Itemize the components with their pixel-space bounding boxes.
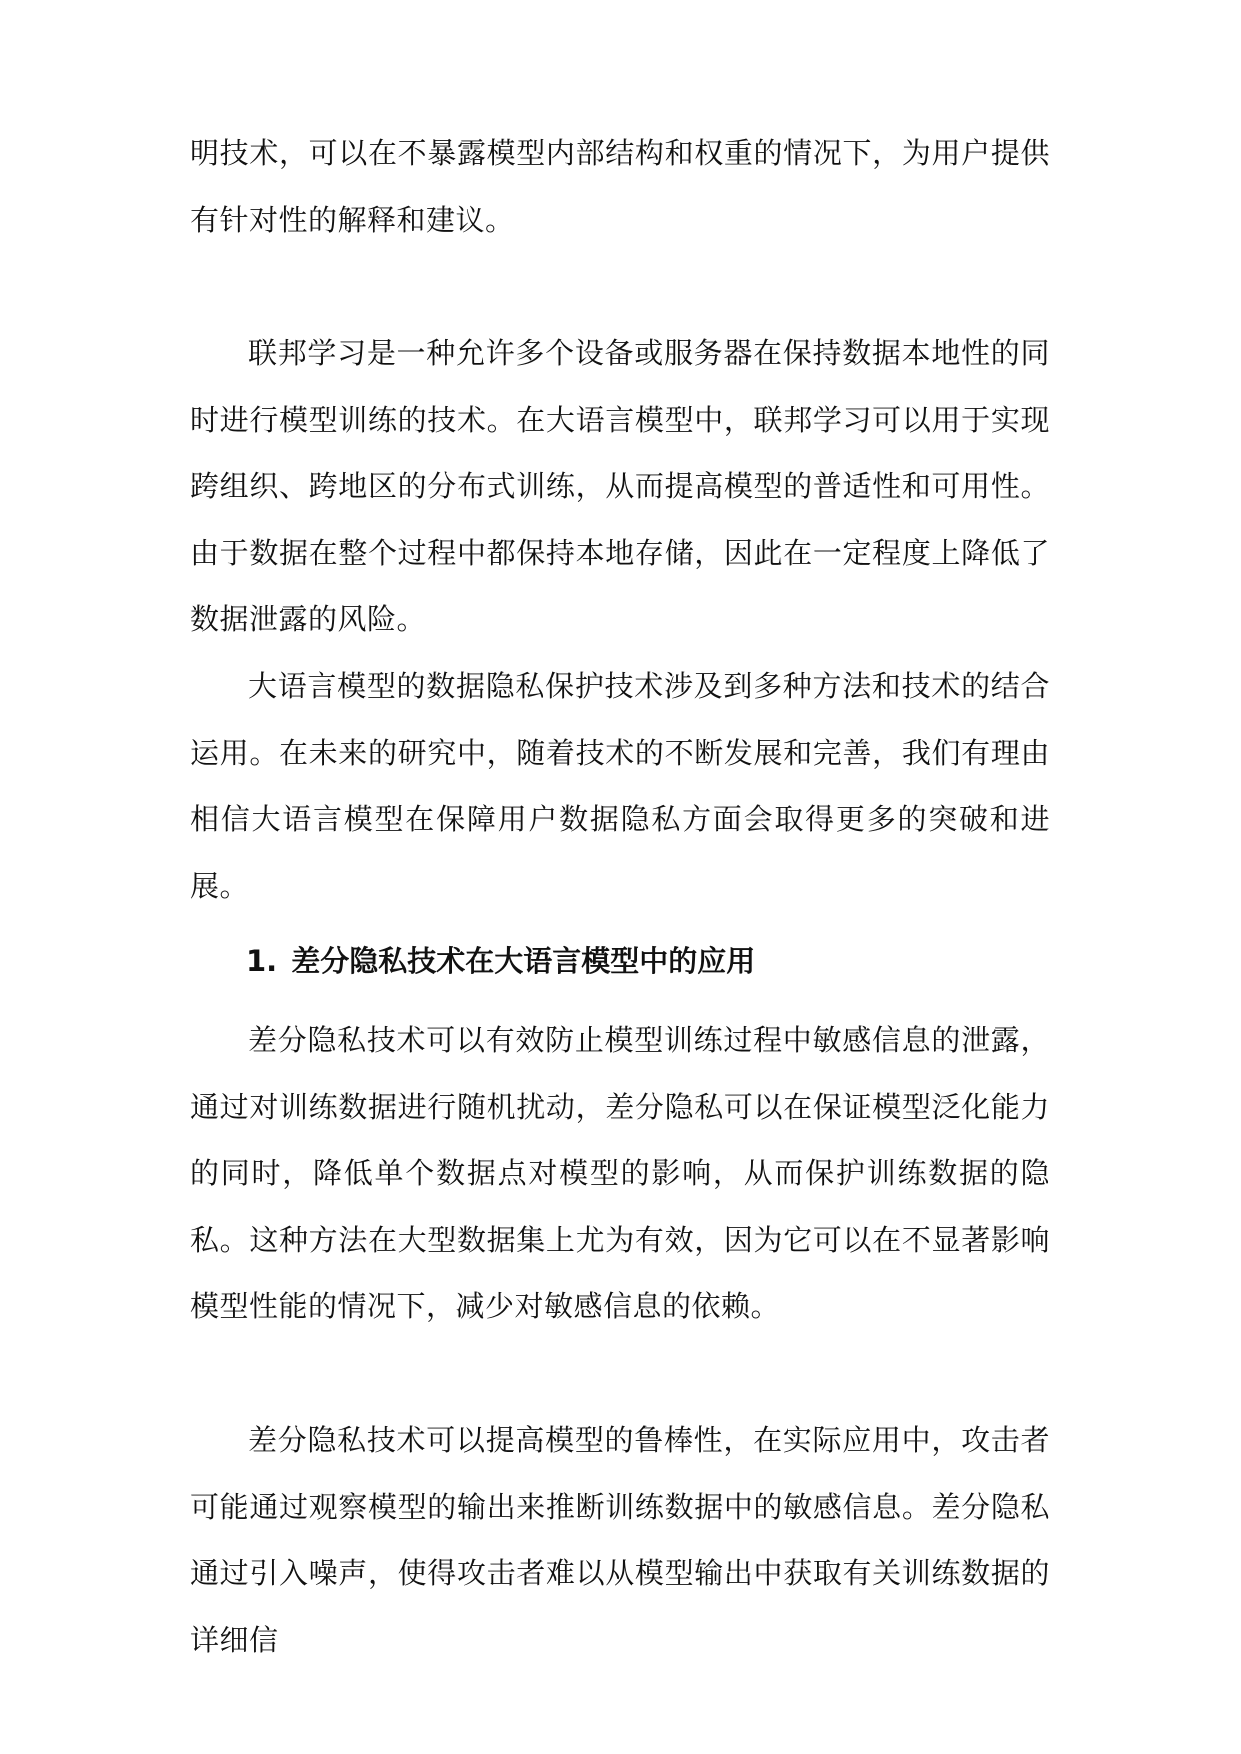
section-title: 差分隐私技术在大语言模型中的应用 xyxy=(291,944,756,978)
paragraph-dp-robustness: 差分隐私技术可以提高模型的鲁棒性，在实际应用中，攻击者可能通过观察模型的输出来推断训练数据中的敏感信息。差分隐私通过引入噪声，使得攻击者难以从模型输出中获取有关训练数据的详细信 xyxy=(190,1423,1050,1657)
section-heading xyxy=(246,928,755,994)
section-number: 1. xyxy=(246,944,278,978)
paragraph-privacy-summary: 大语言模型的数据隐私保护技术涉及到多种方法和技术的结合运用。在未来的研究中，随着技术的不断发展和完善，我们有理由相信大语言模型在保障用户数据隐私方面会取得更多的突破和进展。 xyxy=(190,669,1050,903)
paragraph-federated-learning: 联邦学习是一种允许多个设备或服务器在保持数据本地性的同时进行模型训练的技术。在大语言模型中，联邦学习可以用于实现跨组织、跨地区的分布式训练，从而提高模型的普适性和可用性。由于数据在整个过程中都保持本地存储，因此在一定程度上降低了数据泄露的风险。 xyxy=(190,336,1050,636)
paragraph-continuation: 明技术，可以在不暴露模型内部结构和权重的情况下，为用户提供有针对性的解释和建议。 xyxy=(190,136,1050,237)
paragraph-dp-prevent-leak: 差分隐私技术可以有效防止模型训练过程中敏感信息的泄露，通过对训练数据进行随机扰动，差分隐私可以在保证模型泛化能力的同时，降低单个数据点对模型的影响，从而保护训练数据的隐私。这种方法在大型数据集上尤为有效，因为它可以在不显著影响模型性能的情况下，减少对敏感信息的依赖。 xyxy=(190,1023,1050,1323)
